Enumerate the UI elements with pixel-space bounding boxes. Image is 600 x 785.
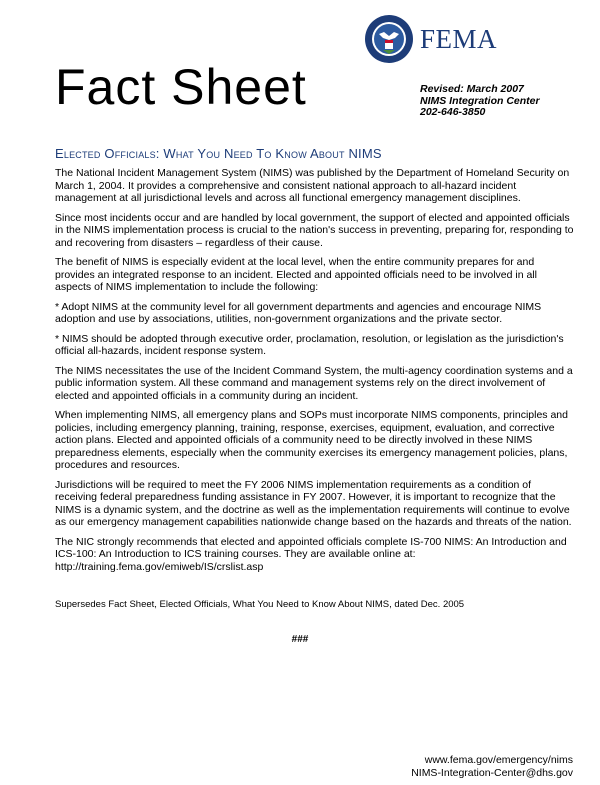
body-text — [55, 167, 575, 573]
paragraph: When implementing NIMS, all emergency plans and SOPs must incorporate NIMS components, principles and policies, including emergency planning, training, response, exercises, equipment, evaluation, and corrective action plans. Elected and appointed officials of a community need to be directly involved in these NIMS preparedness elements, especially when the community exercises its emergency management policies, plans, procedures and resources. — [55, 409, 568, 471]
website-link[interactable]: www.fema.gov/emergency/nims — [424, 754, 573, 766]
bullet-item: * NIMS should be adopted through executive order, proclamation, resolution, or legislation as the jurisdiction's official all-hazards, incident response system. — [55, 332, 564, 357]
bullet-item: * Adopt NIMS at the community level for all government departments and agencies and encourage NIMS adoption and use by associations, utilities, non-government organizations and the private sector. — [55, 300, 542, 325]
paragraph: The National Incident Management System (NIMS) was published by the Department of Homeland Security on March 1, 2004. It provides a comprehensive and consistent national approach to all-hazard incident management at all jurisdictional levels and across all functional emergency management disciplines. — [55, 167, 570, 204]
revision-org: NIMS Integration Center — [420, 94, 540, 107]
revision-info — [420, 84, 540, 119]
section-heading: Elected Officials: What You Need To Know About NIMS — [55, 146, 382, 161]
course-url-link[interactable]: http://training.fema.gov/emiweb/IS/crslist.asp — [55, 560, 264, 573]
paragraph: Since most incidents occur and are handled by local government, the support of elected and appointed officials in the NIMS implementation process is crucial to the nation's success in preventing, preparing for, responding to and recovering from disasters – regardless of their cause. — [55, 211, 574, 249]
fema-wordmark: FEMA — [420, 23, 498, 54]
footer-contact — [411, 754, 573, 779]
paragraph: The NIC strongly recommends that elected and appointed officials complete IS-700 NIMS: An Introduction and ICS-100: An Introduction to ICS training courses. They are available online at: — [55, 535, 567, 560]
dhs-seal-icon — [364, 14, 414, 64]
paragraph: The benefit of NIMS is especially evident at the local level, when the entire community prepares for and provides an integrated response to an incident. Elected and appointed officials need to be involved in all aspects of NIMS implementation to include the following: — [55, 256, 537, 293]
document-title: Fact Sheet — [55, 59, 307, 115]
supersedes-note: Supersedes Fact Sheet, Elected Officials, What You Need to Know About NIMS, dated Dec. 2005 — [55, 599, 465, 610]
paragraph: The NIMS necessitates the use of the Incident Command System, the multi-agency coordination systems and a public information system. All these command and management systems rely on the direct involvement of elected and appointed officials in a community during an incident. — [55, 364, 573, 402]
email-link[interactable]: NIMS-Integration-Center@dhs.gov — [411, 766, 573, 779]
end-mark: ### — [291, 634, 309, 645]
fema-logo — [364, 14, 497, 64]
paragraph: Jurisdictions will be required to meet the FY 2006 NIMS implementation requirements as a condition of receiving federal preparedness funding assistance in FY 2007. However, it is important to recognize that the NIMS is a dynamic system, and the doctrine as well as the implementation requirements will continue to evolve as our emergency management capabilities nationwide change based on the hazards and threats of the nation. — [55, 478, 572, 528]
revision-date: Revised: March 2007 — [420, 83, 524, 95]
revision-phone: 202-646-3850 — [420, 106, 486, 118]
